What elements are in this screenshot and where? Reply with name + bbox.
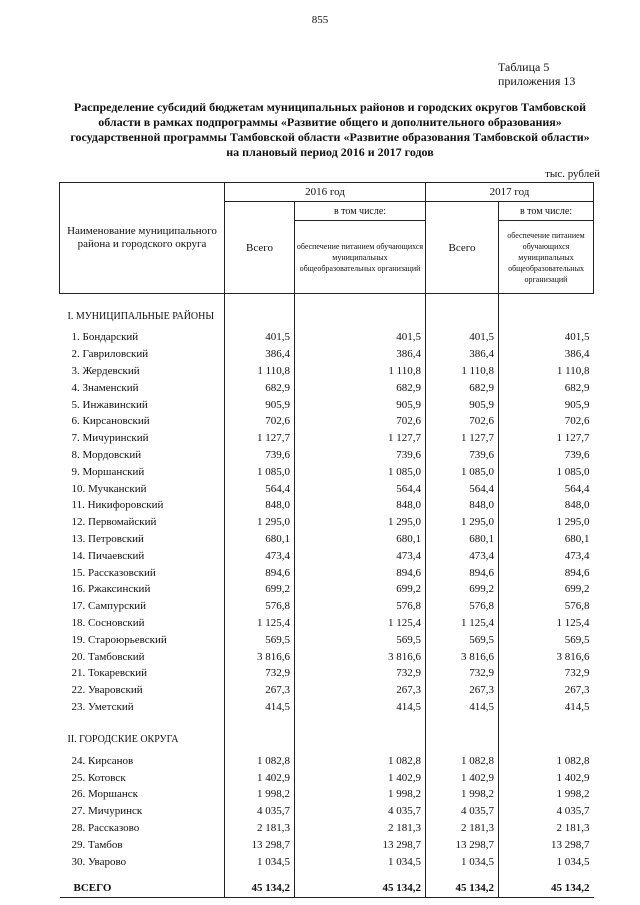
value-2017-nutrition: 267,3 (499, 682, 594, 699)
value-2016-nutrition: 1 127,7 (295, 430, 426, 447)
table-body (60, 294, 594, 898)
value-2017-total: 1 034,5 (426, 853, 499, 870)
table-row (60, 363, 594, 380)
municipality-name: 24. Кирсанов (71, 754, 134, 767)
value-2016-total: 1 402,9 (225, 769, 295, 786)
table-row (60, 769, 594, 786)
value-2016-nutrition: 699,2 (295, 581, 426, 598)
value-2017-total: 3 816,6 (426, 648, 499, 665)
value-2016-total: 386,4 (225, 346, 295, 363)
value-2016-total: 569,5 (225, 631, 295, 648)
municipality-name: 16. Ржаксинский (71, 583, 151, 596)
value-2017-total: 2 181,3 (426, 820, 499, 837)
value-2016-total: 564,4 (225, 480, 295, 497)
value-2017-nutrition: 386,4 (499, 346, 594, 363)
value-2017-nutrition: 1 998,2 (499, 786, 594, 803)
value-2016-total: 682,9 (225, 379, 295, 396)
municipality-name: 26. Моршанск (71, 788, 138, 801)
value-2016-nutrition: 739,6 (295, 447, 426, 464)
section-title: I. МУНИЦИПАЛЬНЫЕ РАЙОНЫ (67, 311, 215, 322)
municipality-name: 25. Котовск (71, 771, 126, 784)
header-name: Наименование муниципального района и городского округа (60, 183, 225, 294)
value-2017-nutrition: 1 085,0 (499, 463, 594, 480)
value-2016-nutrition: 473,4 (295, 547, 426, 564)
header-nutrition-2016: обеспечение питанием обучающихся муниципальных общеобразовательных организаций (295, 221, 426, 294)
value-2017-nutrition: 576,8 (499, 598, 594, 615)
value-2017-total: 682,9 (426, 379, 499, 396)
value-2017-nutrition: 680,1 (499, 531, 594, 548)
value-2016-total: 473,4 (225, 547, 295, 564)
table-number: Таблица 5 (498, 60, 550, 74)
value-2016-total: 680,1 (225, 531, 295, 548)
table-row (60, 396, 594, 413)
value-2017-total: 739,6 (426, 447, 499, 464)
title-line: Распределение субсидий бюджетам муниципальных районов и городских округов Тамбовской (73, 100, 587, 114)
header-including-2017: в том числе: (499, 202, 594, 221)
table-row (60, 329, 594, 346)
table-row (60, 803, 594, 820)
table-row (60, 682, 594, 699)
value-2016-nutrition: 680,1 (295, 531, 426, 548)
value-2016-total: 414,5 (225, 699, 295, 716)
value-2016-nutrition: 1 402,9 (295, 769, 426, 786)
value-2017-nutrition: 3 816,6 (499, 648, 594, 665)
value-2016-total: 702,6 (225, 413, 295, 430)
table-row (60, 346, 594, 363)
value-2017-total: 1 402,9 (426, 769, 499, 786)
value-2016-nutrition: 682,9 (295, 379, 426, 396)
total-row (60, 870, 594, 898)
value-2017-nutrition: 894,6 (499, 564, 594, 581)
value-2016-nutrition: 3 816,6 (295, 648, 426, 665)
municipality-name: 3. Жердевский (71, 364, 140, 377)
value-2016-total: 1 127,7 (225, 430, 295, 447)
value-2016-nutrition: 905,9 (295, 396, 426, 413)
section-row (60, 725, 594, 747)
municipality-name: 5. Инжавинский (71, 398, 148, 411)
value-2017-total: 680,1 (426, 531, 499, 548)
municipality-name: 28. Рассказово (71, 821, 140, 834)
value-2016-total: 13 298,7 (225, 836, 295, 853)
table-reference (498, 60, 575, 88)
value-2017-total: 1 127,7 (426, 430, 499, 447)
value-2017-total: 13 298,7 (426, 836, 499, 853)
value-2016-total: 699,2 (225, 581, 295, 598)
value-2017-nutrition: 414,5 (499, 699, 594, 716)
value-2017-nutrition: 848,0 (499, 497, 594, 514)
value-2017-nutrition: 1 082,8 (499, 752, 594, 769)
table-row (60, 463, 594, 480)
table-row (60, 531, 594, 548)
value-2017-total: 473,4 (426, 547, 499, 564)
value-2017-total: 702,6 (426, 413, 499, 430)
table-row (60, 480, 594, 497)
value-2017-total: 1 998,2 (426, 786, 499, 803)
value-2016-nutrition: 386,4 (295, 346, 426, 363)
header-including-2016: в том числе: (295, 202, 426, 221)
value-2016-total: 4 035,7 (225, 803, 295, 820)
value-2017-nutrition: 564,4 (499, 480, 594, 497)
municipality-name: 12. Первомайский (71, 516, 157, 529)
header-total-2016: Всего (225, 202, 295, 294)
value-2017-total: 1 295,0 (426, 514, 499, 531)
value-2016-nutrition: 1 125,4 (295, 615, 426, 632)
municipality-name: 23. Уметский (71, 700, 134, 713)
table-header (60, 183, 594, 294)
header-year-2016: 2016 год (225, 183, 426, 202)
table-row (60, 447, 594, 464)
value-2016-total: 732,9 (225, 665, 295, 682)
municipality-name: 14. Пичаевский (71, 549, 145, 562)
municipality-name: 4. Знаменский (71, 381, 139, 394)
value-2016-total: 576,8 (225, 598, 295, 615)
value-2016-nutrition: 414,5 (295, 699, 426, 716)
table-row (60, 514, 594, 531)
value-2017-nutrition: 1 402,9 (499, 769, 594, 786)
header-nutrition-2017: обеспечение питанием обучающихся муниципальных общеобразовательных организаций (499, 221, 594, 294)
value-2017-total: 699,2 (426, 581, 499, 598)
value-2016-total: 1 125,4 (225, 615, 295, 632)
value-2017-total: 1 082,8 (426, 752, 499, 769)
value-2016-nutrition: 2 181,3 (295, 820, 426, 837)
value-2017-nutrition: 569,5 (499, 631, 594, 648)
total-2016: 45 134,2 (225, 870, 295, 898)
value-2016-nutrition: 732,9 (295, 665, 426, 682)
value-2016-nutrition: 576,8 (295, 598, 426, 615)
value-2016-total: 1 085,0 (225, 463, 295, 480)
value-2016-total: 905,9 (225, 396, 295, 413)
table-row (60, 564, 594, 581)
value-2016-total: 1 082,8 (225, 752, 295, 769)
municipality-name: 18. Сосновский (71, 616, 145, 629)
value-2017-nutrition: 13 298,7 (499, 836, 594, 853)
title-line: области в рамках подпрограммы «Развитие общего и дополнительного образования» (98, 115, 562, 129)
value-2016-nutrition: 1 082,8 (295, 752, 426, 769)
municipality-name: 21. Токаревский (71, 667, 147, 680)
municipality-name: 15. Рассказовский (71, 566, 156, 579)
table-row (60, 379, 594, 396)
value-2017-nutrition: 702,6 (499, 413, 594, 430)
municipality-name: 7. Мичуринский (71, 432, 149, 445)
value-2017-total: 848,0 (426, 497, 499, 514)
municipality-name: 27. Мичуринск (71, 805, 143, 818)
value-2016-total: 401,5 (225, 329, 295, 346)
table-row (60, 853, 594, 870)
value-2016-total: 1 034,5 (225, 853, 295, 870)
value-2016-total: 267,3 (225, 682, 295, 699)
value-2016-nutrition: 894,6 (295, 564, 426, 581)
value-2017-nutrition: 1 127,7 (499, 430, 594, 447)
municipality-name: 11. Никифоровский (71, 499, 164, 512)
title-line: государственной программы Тамбовской области «Развитие образования Тамбовской области» (70, 130, 590, 144)
municipality-name: 10. Мучканский (71, 482, 147, 495)
total-nutrition-2016: 45 134,2 (295, 870, 426, 898)
value-2017-total: 414,5 (426, 699, 499, 716)
table-row (60, 547, 594, 564)
value-2017-total: 1 125,4 (426, 615, 499, 632)
value-2016-nutrition: 569,5 (295, 631, 426, 648)
value-2017-total: 267,3 (426, 682, 499, 699)
value-2017-total: 576,8 (426, 598, 499, 615)
total-nutrition-2017: 45 134,2 (499, 870, 594, 898)
municipality-name: 17. Сампурский (71, 600, 147, 613)
table-row (60, 699, 594, 716)
value-2017-total: 1 085,0 (426, 463, 499, 480)
value-2017-total: 564,4 (426, 480, 499, 497)
value-2017-total: 569,5 (426, 631, 499, 648)
subsidy-table (59, 182, 594, 898)
value-2016-nutrition: 267,3 (295, 682, 426, 699)
value-2016-total: 1 110,8 (225, 363, 295, 380)
header-year-2017: 2017 год (426, 183, 594, 202)
value-2016-nutrition: 564,4 (295, 480, 426, 497)
value-2017-nutrition: 1 110,8 (499, 363, 594, 380)
table-row (60, 413, 594, 430)
value-2016-nutrition: 848,0 (295, 497, 426, 514)
value-2017-nutrition: 1 295,0 (499, 514, 594, 531)
value-2016-nutrition: 401,5 (295, 329, 426, 346)
municipality-name: 22. Уваровский (71, 684, 143, 697)
value-2016-total: 848,0 (225, 497, 295, 514)
title-line: на плановый период 2016 и 2017 годов (226, 145, 434, 159)
municipality-name: 6. Кирсановский (71, 415, 150, 428)
value-2016-nutrition: 702,6 (295, 413, 426, 430)
value-2016-nutrition: 1 034,5 (295, 853, 426, 870)
table-row (60, 598, 594, 615)
value-2017-nutrition: 473,4 (499, 547, 594, 564)
header-total-2017: Всего (426, 202, 499, 294)
value-2017-total: 401,5 (426, 329, 499, 346)
municipality-name: 29. Тамбов (71, 838, 123, 851)
value-2016-total: 739,6 (225, 447, 295, 464)
table-row (60, 615, 594, 632)
table-row (60, 665, 594, 682)
value-2017-nutrition: 2 181,3 (499, 820, 594, 837)
value-2016-total: 894,6 (225, 564, 295, 581)
table-row (60, 581, 594, 598)
value-2017-nutrition: 1 125,4 (499, 615, 594, 632)
table-row (60, 631, 594, 648)
table-row (60, 497, 594, 514)
municipality-name: 1. Бондарский (71, 331, 139, 344)
section-title: II. ГОРОДСКИЕ ОКРУГА (67, 734, 179, 746)
table-row (60, 820, 594, 837)
value-2017-nutrition: 682,9 (499, 379, 594, 396)
value-2016-total: 1 998,2 (225, 786, 295, 803)
municipality-name: 2. Гавриловский (71, 348, 149, 361)
value-2016-nutrition: 1 085,0 (295, 463, 426, 480)
value-2017-total: 386,4 (426, 346, 499, 363)
value-2016-total: 3 816,6 (225, 648, 295, 665)
value-2017-nutrition: 732,9 (499, 665, 594, 682)
table-row (60, 836, 594, 853)
value-2016-total: 1 295,0 (225, 514, 295, 531)
value-2016-nutrition: 1 998,2 (295, 786, 426, 803)
value-2017-nutrition: 739,6 (499, 447, 594, 464)
total-2017: 45 134,2 (426, 870, 499, 898)
value-2017-nutrition: 1 034,5 (499, 853, 594, 870)
value-2017-total: 1 110,8 (426, 363, 499, 380)
page-number: 855 (311, 14, 329, 26)
municipality-name: 19. Староюрьевский (71, 633, 167, 646)
value-2016-nutrition: 1 295,0 (295, 514, 426, 531)
municipality-name: 9. Моршанский (71, 465, 145, 478)
section-row (60, 302, 594, 324)
value-2017-total: 732,9 (426, 665, 499, 682)
value-2016-nutrition: 13 298,7 (295, 836, 426, 853)
appendix-number: приложения 13 (498, 74, 576, 88)
value-2016-total: 2 181,3 (225, 820, 295, 837)
value-2017-nutrition: 4 035,7 (499, 803, 594, 820)
total-label: ВСЕГО (60, 870, 225, 898)
municipality-name: 13. Петровский (71, 532, 144, 545)
table-row (60, 648, 594, 665)
document-title (40, 100, 620, 160)
units-label: тыс. рублей (545, 168, 600, 180)
municipality-name: 8. Мордовский (71, 448, 142, 461)
municipality-name: 30. Уварово (71, 855, 127, 868)
value-2017-total: 4 035,7 (426, 803, 499, 820)
value-2017-nutrition: 699,2 (499, 581, 594, 598)
value-2017-total: 905,9 (426, 396, 499, 413)
table-row (60, 430, 594, 447)
table-row (60, 752, 594, 769)
value-2017-nutrition: 905,9 (499, 396, 594, 413)
municipality-name: 20. Тамбовский (71, 650, 145, 663)
value-2017-nutrition: 401,5 (499, 329, 594, 346)
value-2017-total: 894,6 (426, 564, 499, 581)
value-2016-nutrition: 1 110,8 (295, 363, 426, 380)
table-row (60, 786, 594, 803)
value-2016-nutrition: 4 035,7 (295, 803, 426, 820)
